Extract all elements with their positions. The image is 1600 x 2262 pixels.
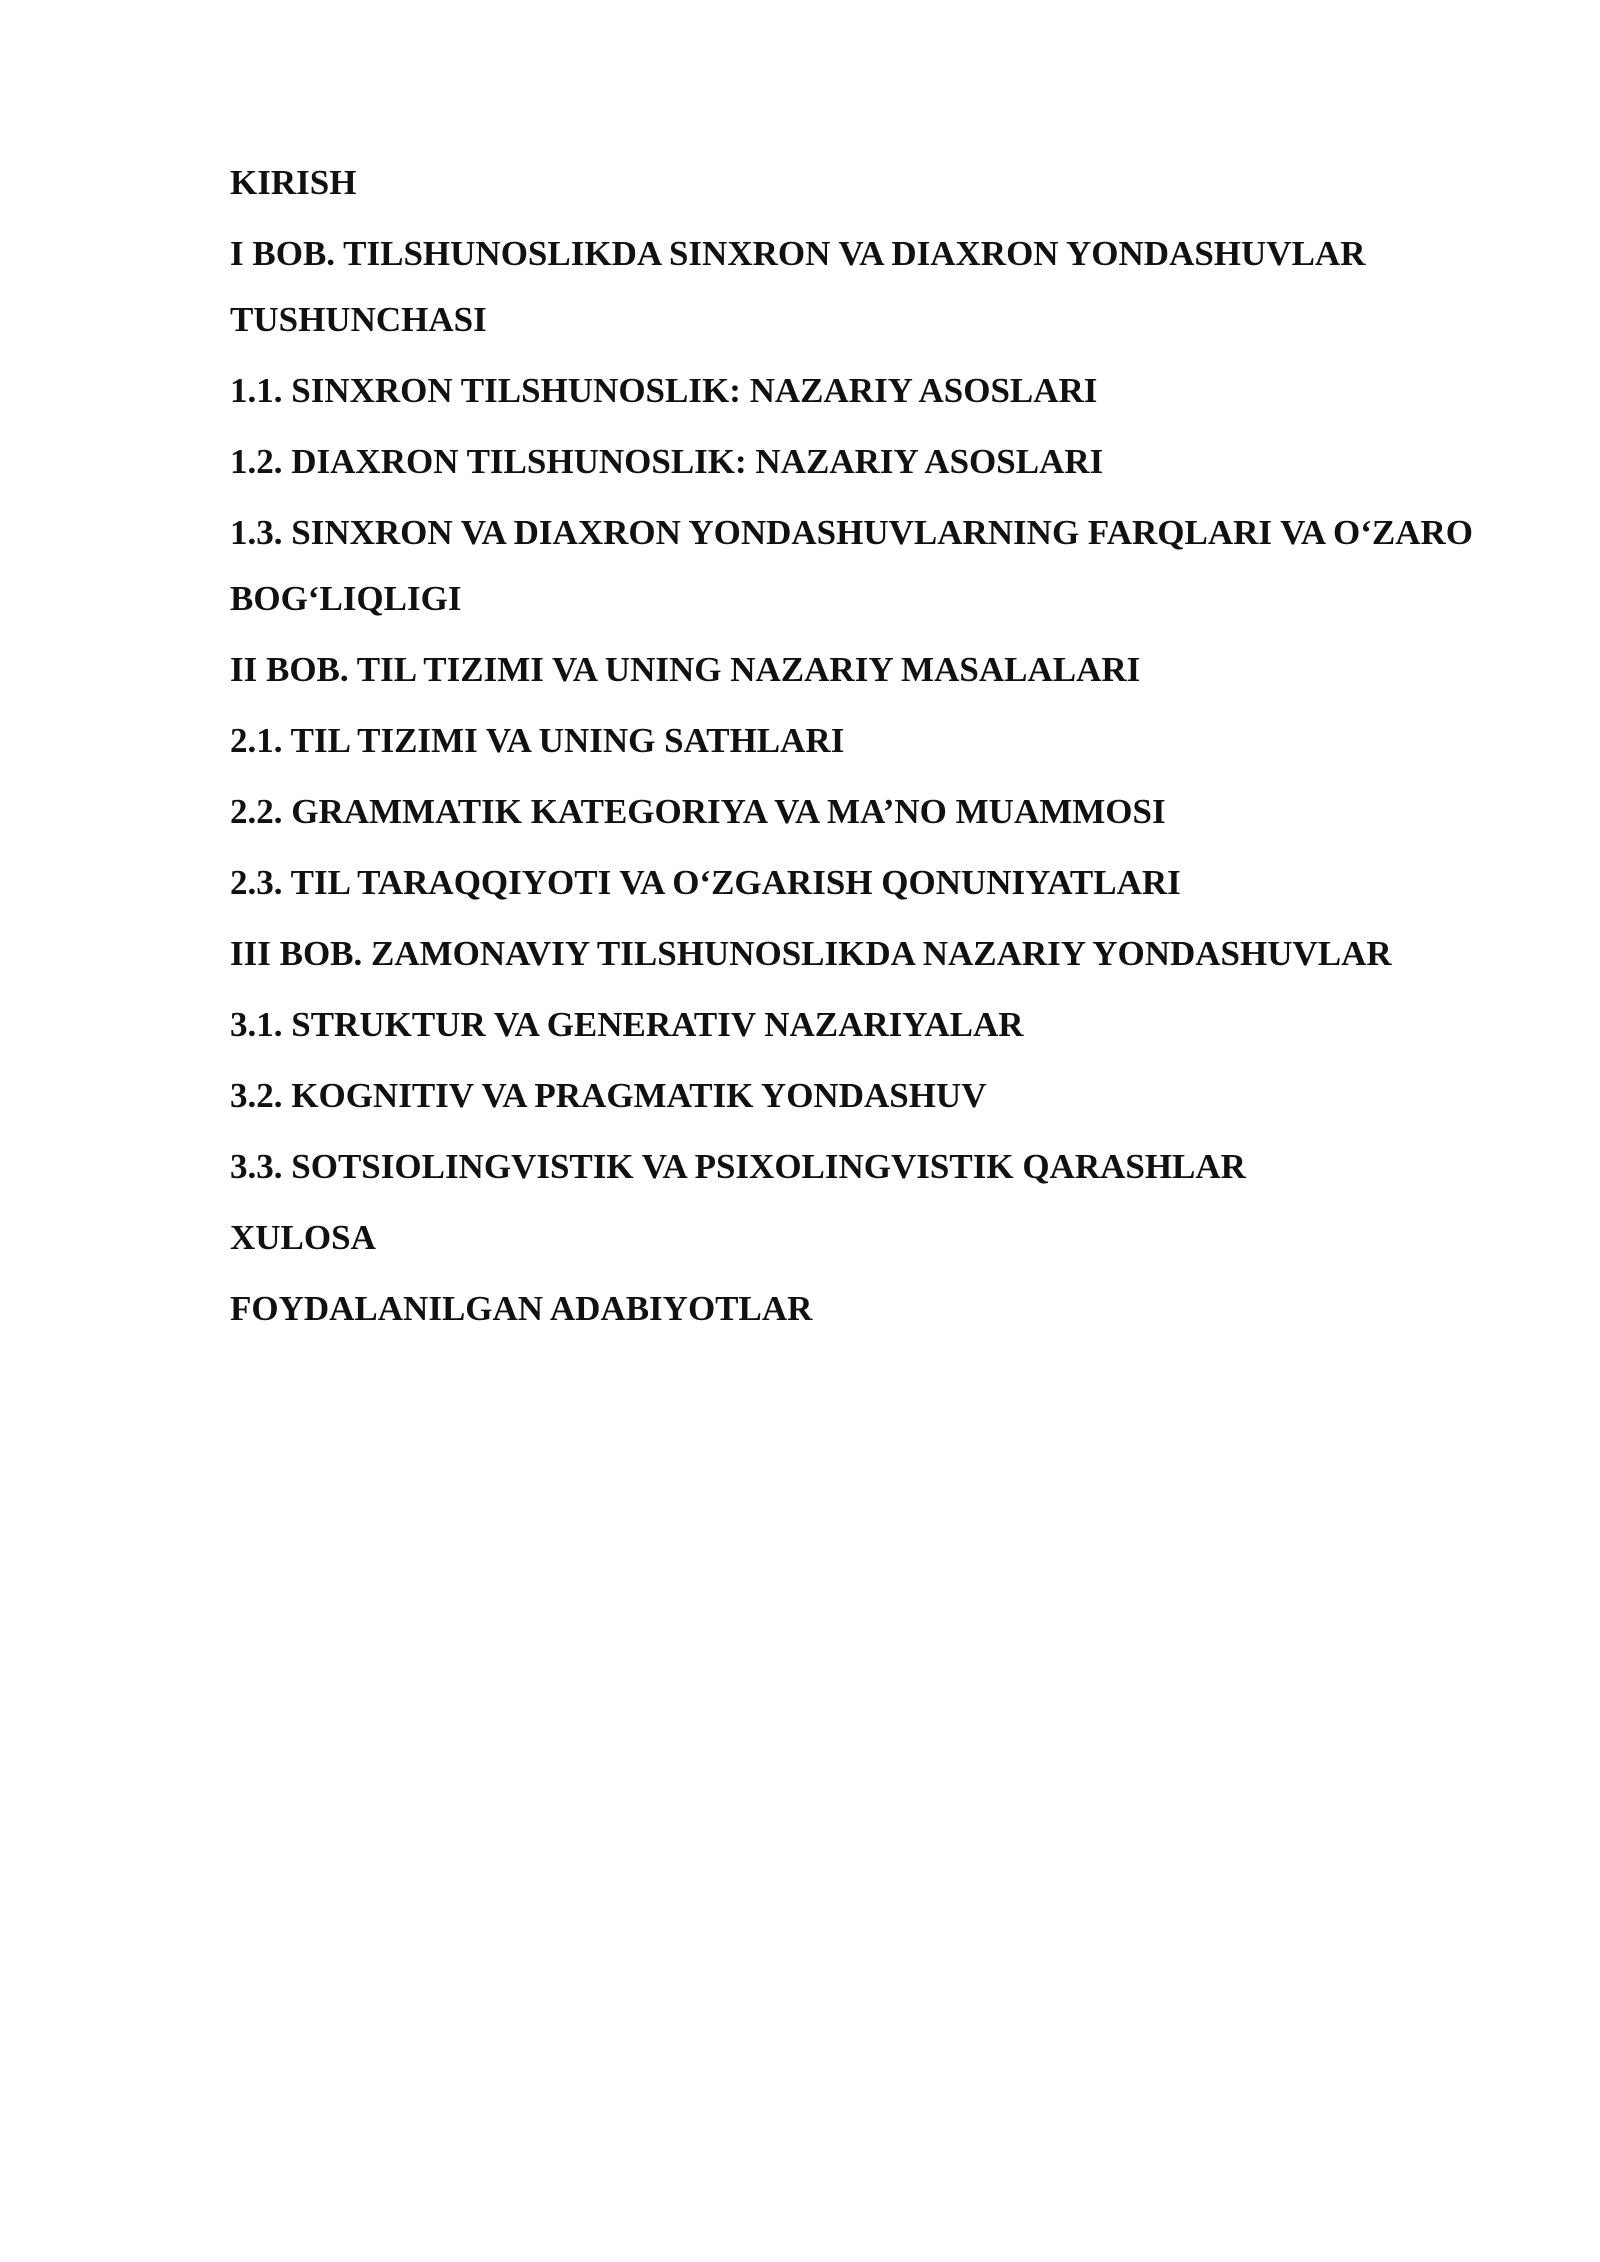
toc-entry-xulosa: XULOSA [230,1218,376,1257]
table-of-contents [230,150,1480,1347]
toc-entry-1-1: 1.1. SINXRON TILSHUNOSLIK: NAZARIY ASOSLARI [230,371,1098,410]
toc-entry-1-2: 1.2. DIAXRON TILSHUNOSLIK: NAZARIY ASOSLARI [230,442,1104,481]
toc-entry-3-2: 3.2. KOGNITIV VA PRAGMATIK YONDASHUV [230,1076,987,1115]
toc-entry-chapter-3: III BOB. ZAMONAVIY TILSHUNOSLIKDA NAZARIY YONDASHUVLAR [230,934,1392,973]
toc-entry-adabiyotlar: FOYDALANILGAN ADABIYOTLAR [230,1289,813,1328]
toc-entry-1-3: 1.3. SINXRON VA DIAXRON YONDASHUVLARNING FARQLARI VA O‘ZARO BOG‘LIQLIGI [230,513,1473,618]
toc-entry-2-1: 2.1. TIL TIZIMI VA UNING SATHLARI [230,721,845,760]
toc-entry-2-3: 2.3. TIL TARAQQIYOTI VA O‘ZGARISH QONUNIYATLARI [230,863,1181,902]
toc-entry-chapter-1: I BOB. TILSHUNOSLIKDA SINXRON VA DIAXRON YONDASHUVLAR TUSHUNCHASI [230,234,1366,339]
toc-entry-3-3: 3.3. SOTSIOLINGVISTIK VA PSIXOLINGVISTIK QARASHLAR [230,1147,1246,1186]
toc-entry-kirish: KIRISH [230,163,357,202]
toc-entry-chapter-2: II BOB. TIL TIZIMI VA UNING NAZARIY MASALALARI [230,650,1141,689]
toc-entry-3-1: 3.1. STRUKTUR VA GENERATIV NAZARIYALAR [230,1005,1024,1044]
toc-entry-2-2: 2.2. GRAMMATIK KATEGORIYA VA MA’NO MUAMMOSI [230,792,1166,831]
